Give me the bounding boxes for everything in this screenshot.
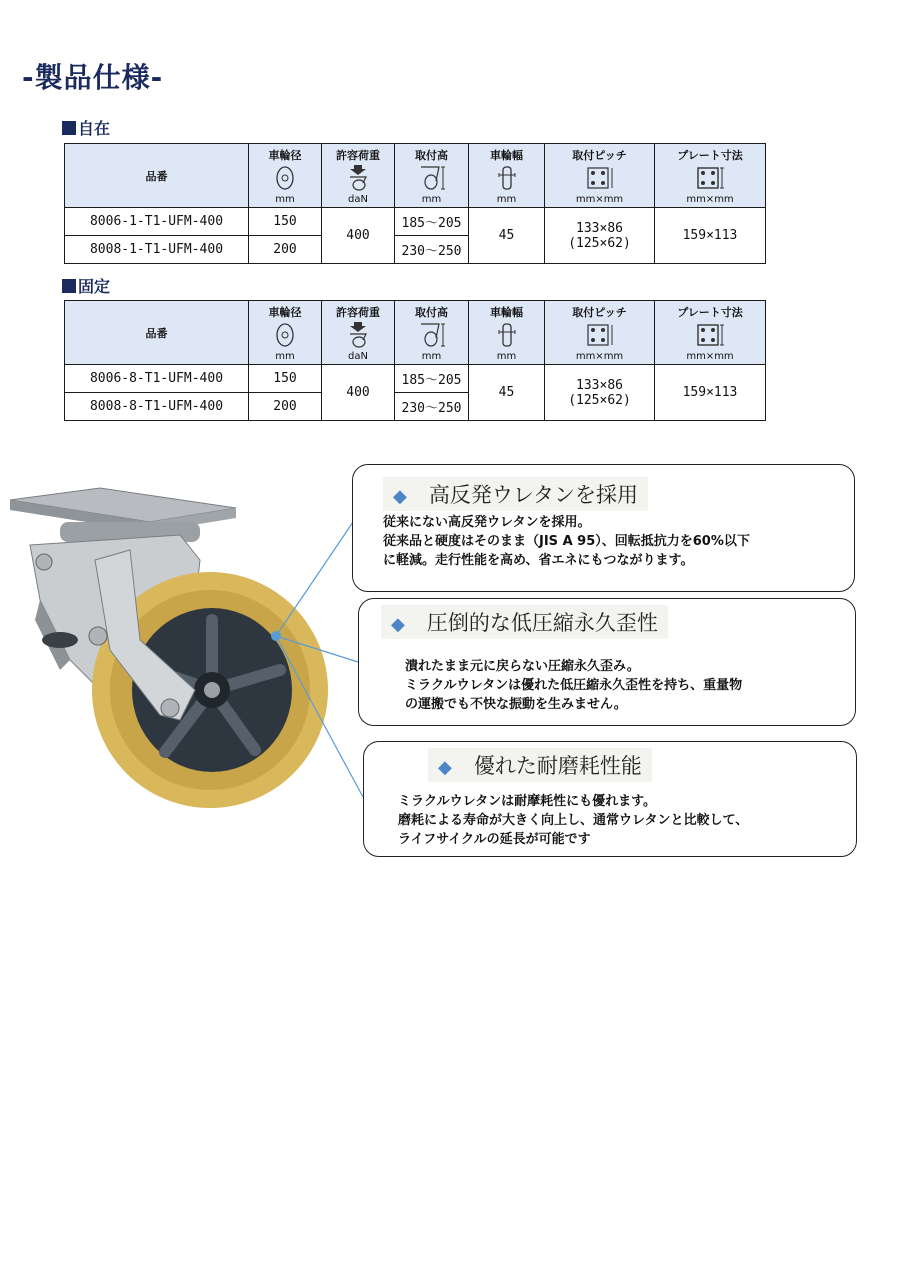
height-value: 185～205 [395, 208, 469, 236]
wheel-dia-value: 200 [249, 236, 322, 264]
header-pitch: 取付ピッチ mm×mm [545, 301, 655, 365]
header-pitch: 取付ピッチ mm×mm [545, 144, 655, 208]
feature-callout [352, 464, 855, 592]
header-height: 取付高 mm [395, 301, 469, 365]
section-title-text: 自在 [78, 119, 111, 138]
feature-title: ◆ 高反発ウレタンを採用 [383, 477, 648, 511]
feature-body: 従来にない高反発ウレタンを採用。 従来品と硬度はそのまま（JIS A 95）、回転抵抗力を60%以下 に軽減。走行性能を高め、省エネにもつながります。 [383, 515, 750, 568]
feature-callout [358, 598, 856, 726]
header-plate: プレート寸法 mm×mm [655, 301, 766, 365]
height-value: 230～250 [395, 393, 469, 421]
feature-body: 潰れたまま元に戻らない圧縮永久歪み。 ミラクルウレタンは優れた低圧縮永久歪性を持ち、重量物 の運搬でも不快な振動を生みません。 [405, 659, 743, 712]
header-part: 品番 [65, 144, 249, 208]
part-number: 8006-1-T1-UFM-400 [65, 208, 249, 236]
section-title-text: 固定 [78, 277, 111, 296]
width-value: 45 [469, 365, 545, 421]
wheel-dia-value: 200 [249, 393, 322, 421]
feature-callout [363, 741, 857, 857]
header-load: 許容荷重 daN [322, 301, 395, 365]
part-number: 8006-8-T1-UFM-400 [65, 365, 249, 393]
caster-image [10, 488, 328, 808]
plate-value: 159×113 [655, 365, 766, 421]
diamond-icon: ◆ [393, 486, 407, 507]
height-value: 230～250 [395, 236, 469, 264]
height-value: 185～205 [395, 365, 469, 393]
part-number: 8008-8-T1-UFM-400 [65, 393, 249, 421]
part-number: 8008-1-T1-UFM-400 [65, 236, 249, 264]
load-value: 400 [322, 365, 395, 421]
header-plate: プレート寸法 mm×mm [655, 144, 766, 208]
header-load: 許容荷重 daN [322, 144, 395, 208]
header-height: 取付高 mm [395, 144, 469, 208]
wheel-dia-value: 150 [249, 365, 322, 393]
pitch-value: 133×86 (125×62) [545, 365, 655, 421]
load-value: 400 [322, 208, 395, 264]
header-part: 品番 [65, 301, 249, 365]
feature-title: ◆ 優れた耐磨耗性能 [428, 748, 652, 782]
diamond-icon: ◆ [438, 757, 452, 778]
header-width: 車輪幅 mm [469, 144, 545, 208]
header-width: 車輪幅 mm [469, 301, 545, 365]
feature-body: ミラクルウレタンは耐摩耗性にも優れます。 磨耗による寿命が大きく向上し、通常ウレタンと比較して、 ライフサイクルの延長が可能です [398, 794, 749, 847]
page-title: -製品仕様- [22, 61, 164, 94]
header-wheel-dia: 車輪径 mm [249, 144, 322, 208]
pitch-value: 133×86 (125×62) [545, 208, 655, 264]
width-value: 45 [469, 208, 545, 264]
feature-title: ◆ 圧倒的な低圧縮永久歪性 [381, 605, 668, 639]
diamond-icon: ◆ [391, 614, 405, 635]
plate-value: 159×113 [655, 208, 766, 264]
header-wheel-dia: 車輪径 mm [249, 301, 322, 365]
pointer-dot [271, 631, 281, 641]
wheel-dia-value: 150 [249, 208, 322, 236]
